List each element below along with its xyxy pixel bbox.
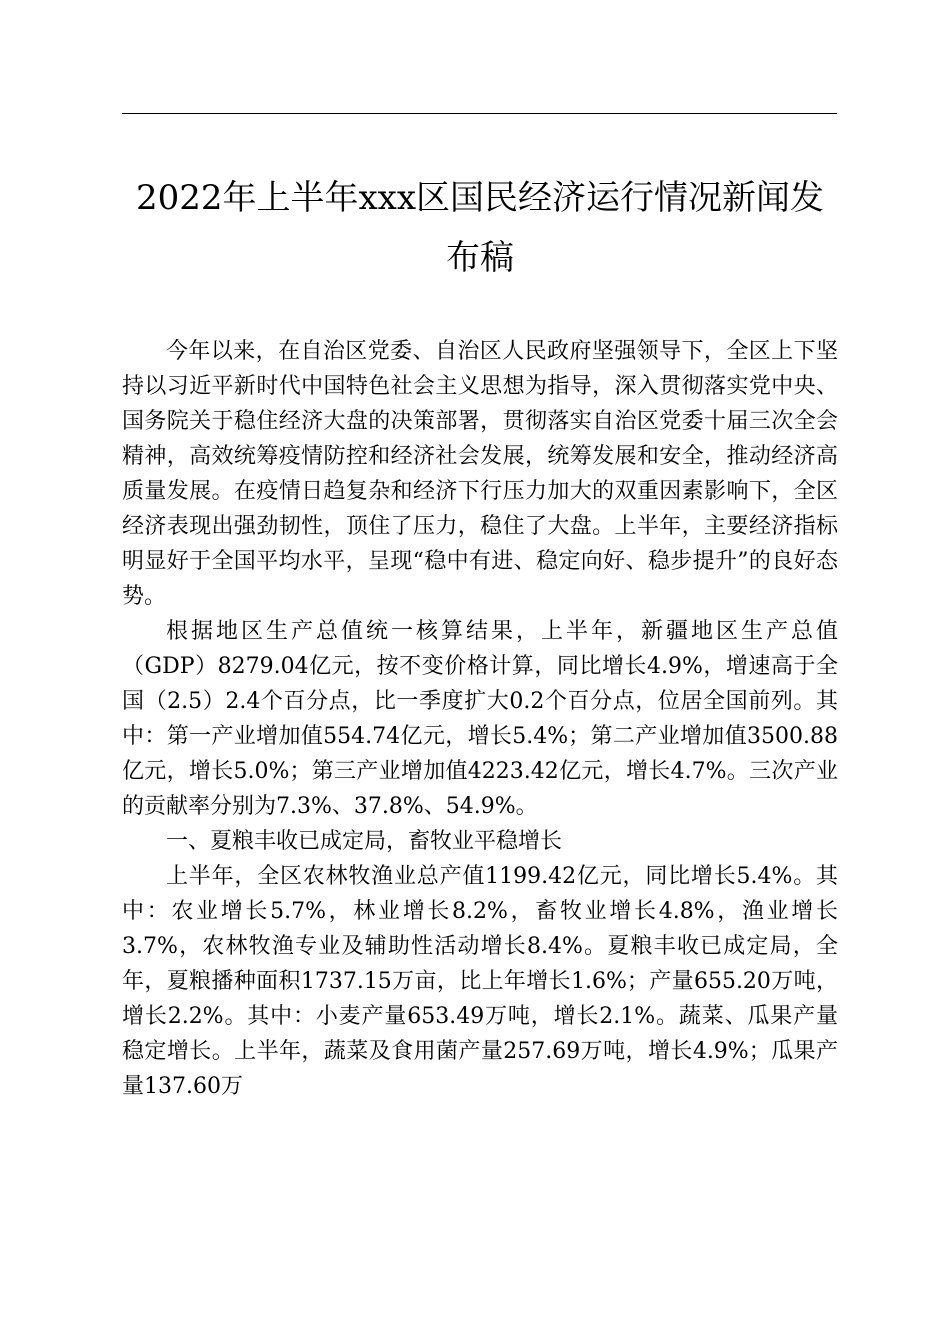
title-line-2: 布稿 — [446, 238, 514, 278]
paragraph-agriculture: 上半年，全区农林牧渔业总产值1199.42亿元，同比增长5.4%。其中：农业增长5.7%，林业增长8.2%，畜牧业增长4.8%，渔业增长3.7%，农林牧渔专业及辅助性活动增长8.4%。夏粮丰收已成定局，全年，夏粮播种面积1737.15万亩，比上年增长1.6%；产量655.20万吨，增长2.2%。其中：小麦产量653.49万吨，增长2.1%。蔬菜、瓜果产量稳定增长。上半年，蔬菜及食用菌产量257.69万吨，增长4.9%；瓜果产量137.60万 — [122, 864, 838, 1099]
section-heading-agriculture: 一、夏粮丰收已成定局，畜牧业平稳增长 — [166, 829, 563, 854]
page-title — [110, 168, 850, 288]
document-body — [122, 334, 838, 1104]
paragraph-gdp: 根据地区生产总值统一核算结果，上半年，新疆地区生产总值（GDP）8279.04亿元，按不变价格计算，同比增长4.9%，增速高于全国（2.5）2.4个百分点，比一季度扩大0.2个百分点，位居全国前列。其中：第一产业增加值554.74亿元，增长5.4%；第二产业增加值3500.88亿元，增长5.0%；第三产业增加值4223.42亿元，增长4.7%。三次产业的贡献率分别为7.3%、37.8%、54.9%。 — [122, 619, 838, 819]
header-rule — [122, 113, 837, 114]
paragraph-intro: 今年以来，在自治区党委、自治区人民政府坚强领导下，全区上下坚持以习近平新时代中国特色社会主义思想为指导，深入贯彻落实党中央、国务院关于稳住经济大盘的决策部署，贯彻落实自治区党委十届三次全会精神，高效统筹疫情防控和经济社会发展，统筹发展和安全，推动经济高质量发展。在疫情日趋复杂和经济下行压力加大的双重因素影响下，全区经济表现出强劲韧性，顶住了压力，稳住了大盘。上半年，主要经济指标明显好于全国平均水平，呈现“稳中有进、稳定向好、稳步提升”的良好态势。 — [122, 339, 838, 609]
title-line-1: 2022年上半年xxx区国民经济运行情况新闻发 — [135, 178, 825, 218]
